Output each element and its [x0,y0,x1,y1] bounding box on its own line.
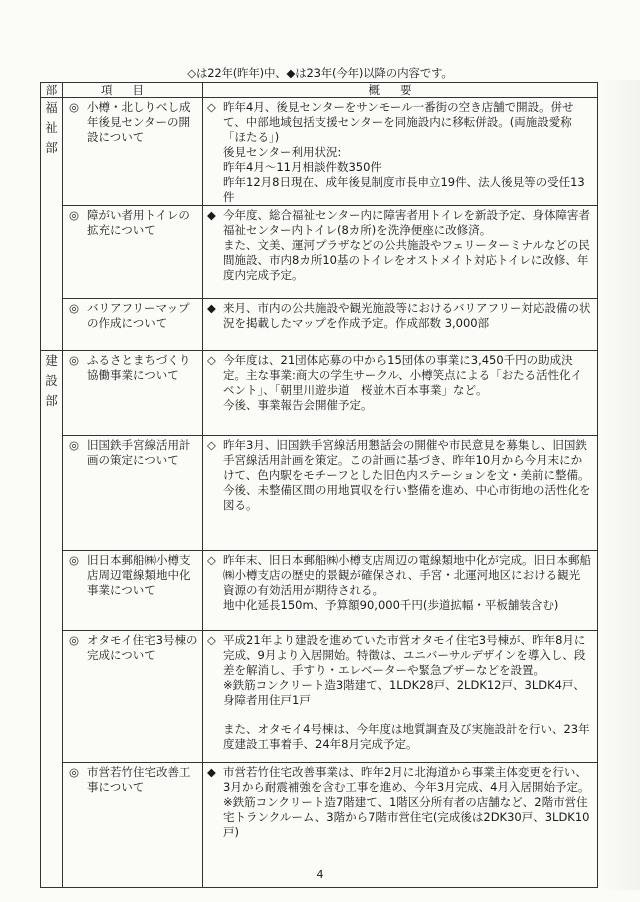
table-row [41,299,598,351]
item-title: バリアフリーマップの作成について [87,301,190,330]
desc-mark: ◆ [207,765,216,779]
table-row [41,351,598,436]
item-mark: ◎ [69,100,80,114]
item-mark: ◎ [69,633,80,647]
dept-cell-construction: 建設部 [41,351,63,888]
desc-mark: ◆ [207,208,216,222]
page-number: 4 [316,868,324,881]
item-mark: ◎ [69,765,80,779]
desc-mark: ◇ [207,633,216,647]
desc-paragraph: 今年度は、21団体応募の中から15団体の事業に3,450千円の助成決定。主な事業:商大の学生サークル、小樽笑点による「おたる活性化イベント」、「朝里川遊歩道 桜並木百本事業」など。 [223,353,583,397]
table-row [41,436,598,551]
desc-paragraph: 昨年末、旧日本郵船㈱小樽支店周辺の電線類地中化が完成。旧日本郵船㈱小樽支店の歴史的景観が確保され、手宮・北運河地区における観光資源の有効活用が期待される。 地中化延長150m、予算額90,000千円(歩道拡幅・平板舗装含む) [223,553,591,612]
item-title: 旧国鉄手宮線活用計画の策定について [87,438,191,467]
item-title: ふるさとまちづくり協働事業について [87,353,191,382]
item-mark: ◎ [69,208,80,222]
table-row [41,98,598,206]
table-row [41,631,598,763]
desc-paragraph: 後見センター利用状況: 昨年4月～11月相談件数350件 昨年12月8日現在、成年後見制度市長申立19件、法人後見等の受任13件 [223,145,585,204]
item-title: 小樽・北しりべし成年後見センターの開設について [87,100,191,144]
desc-paragraph: 昨年4月、後見センターをサンモール一番街の空き店舗で開設。併せて、中部地域包括支援センターを同施設内に移転併設。(両施設愛称「ほたる」) [223,100,574,144]
desc-paragraph: また、文美、運河プラザなどの公共施設やフェリーターミナルなどの民間施設、市内8カ所10基のトイレをオストメイト対応トイレに改修、年度内完成予定。 [223,238,590,282]
desc-paragraph: 市営若竹住宅改善事業は、昨年2月に北海道から事業主体変更を行い、3月から耐震補強を含む工事を進め、今年3月完成、4月入居開始予定。 ※鉄筋コンクリート造7階建て、1階区分所有者の店舗など、2階市営住宅トランクルーム、3階から7階市営住宅(完成後は2DK30戸、3LDK10戸) [223,765,590,839]
legend-note: ◇は22年(昨年)中、◆は23年(今年)以降の内容です。 [187,66,453,80]
item-mark: ◎ [69,553,80,567]
desc-paragraph: 今年度、総合福祉センター内に障害者用トイレを新設予定、身体障害者福祉センター内トイレ(8カ所)を洗浄便座に改修済。 [223,208,590,237]
desc-mark: ◇ [207,553,216,567]
header-desc: 概要 [203,83,598,98]
scan-shadow [600,80,640,890]
desc-paragraph: 今後、事業報告会開催予定。 [223,398,373,412]
report-table [40,82,598,888]
desc-mark: ◆ [207,301,216,315]
desc-mark: ◇ [207,353,216,367]
item-title: 旧日本郵船㈱小樽支店周辺電線類地中化事業について [87,553,191,597]
desc-paragraph: 昨年3月、旧国鉄手宮線活用懇話会の開催や市民意見を募集し、旧国鉄手宮線活用計画を策定。この計画に基づき、昨年10月から今月末にかけて、色内駅をモチーフとした旧色内ステーションを文・美前に整備。今後、未整備区間の用地買収を行い整備を進め、中心市街地の活性化を図る。 [223,438,591,512]
item-title: 市営若竹住宅改善工事について [87,765,191,794]
desc-mark: ◇ [207,100,216,114]
item-mark: ◎ [69,438,80,452]
header-row [41,83,598,98]
header-item: 項目 [63,83,203,98]
item-mark: ◎ [69,301,80,315]
desc-paragraph: また、オタモイ4号棟は、今年度は地質調査及び実施設計を行い、23年度建設工事着手、24年8月完成予定。 [223,722,590,751]
desc-paragraph: 平成21年より建設を進めていた市営オタモイ住宅3号棟が、昨年8月に完成、9月より入居開始。特徴は、ユニバーサルデザインを導入し、段差を解消し、手すり・エレベーターや緊急ブザーなどを設置。 ※鉄筋コンクリート造3階建て、1LDK28戸、2LDK12戸、3LDK4戸、身障者用住戸1戸 [223,633,586,707]
item-title: オタモイ住宅3号棟の完成について [87,633,198,662]
dept-cell-welfare: 福祉部 [41,98,63,351]
header-dept: 部 [41,83,63,98]
item-title: 障がい者用トイレの拡充について [87,208,190,237]
desc-mark: ◇ [207,438,216,452]
table-row [41,206,598,299]
desc-paragraph: 来月、市内の公共施設や観光施設等におけるバリアフリー対応設備の状況を掲載したマップを作成予定。作成部数 3,000部 [223,301,591,330]
item-mark: ◎ [69,353,80,367]
table-row [41,551,598,631]
